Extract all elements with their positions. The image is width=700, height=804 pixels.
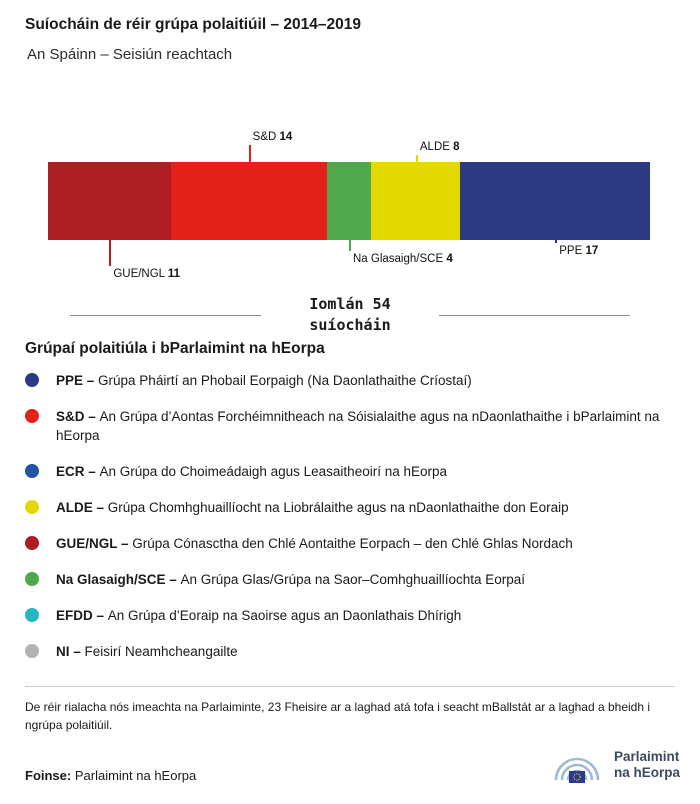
legend-item-text: S&D – An Grúpa d’Aontas Forchéimnitheach na Sóisialaithe agus na nDaonlathaithe i bParlaimint na hEorpa [56, 409, 660, 443]
divider-line [25, 686, 675, 687]
legend-dot-icon [25, 536, 39, 550]
legend-dot-icon [25, 500, 39, 514]
pointer-line [416, 155, 418, 162]
bar-segment-s-d [171, 162, 327, 240]
legend-item-ni [25, 642, 677, 661]
legend-item-text: EFDD – An Grúpa d’Eoraip na Saoirse agus an Daonlathais Dhírigh [56, 608, 462, 623]
pointer-line [555, 240, 557, 243]
source-label: Foinse: [25, 768, 72, 783]
bar-segment-ppe [460, 162, 650, 240]
bar-label-na-glasaigh-sce [349, 240, 453, 267]
legend-item-ppe [25, 371, 677, 390]
pointer-label-text: ALDE 8 [419, 141, 460, 153]
legend-item-ecr [25, 462, 677, 481]
total-seats-label [309, 294, 390, 336]
legend-dot-icon [25, 608, 39, 622]
total-seats-line2: suíocháin [309, 316, 391, 334]
legend-dot-icon [25, 572, 39, 586]
bar-segment-alde [371, 162, 460, 240]
page-subtitle: An Spáinn – Seisiún reachtach [27, 46, 233, 63]
legend-list [25, 371, 677, 678]
pointer-label-text: GUE/NGL 11 [113, 268, 181, 280]
legend-item-text: NI – Feisirí Neamhcheangailte [56, 644, 238, 659]
legend-item-text: Na Glasaigh/SCE – An Grúpa Glas/Grúpa na Saor–Comhghuaillíochta Eorpaí [56, 572, 525, 587]
logo-text [614, 749, 680, 781]
legend-item-text: PPE – Grúpa Pháirtí an Phobail Eorpaigh (Na Daonlathaithe Críostaí) [56, 373, 472, 388]
pointer-label-text: S&D 14 [252, 131, 293, 143]
legend-dot-icon [25, 464, 39, 478]
logo-text-line2: na hEorpa [613, 765, 680, 780]
legend-item-na-glasaigh-sce [25, 570, 677, 589]
source-line [25, 768, 196, 783]
legend-item-alde [25, 498, 677, 517]
legend-dot-icon [25, 409, 39, 423]
bar-label-s-d [249, 129, 293, 162]
legend-item-gue-ngl [25, 534, 677, 553]
logo-text-line1: Parlaimint [613, 749, 680, 764]
bar-segment-na-glasaigh-sce [327, 162, 372, 240]
pointer-label-text: PPE 17 [559, 245, 599, 257]
legend-item-text: ALDE – Grúpa Chomhghuaillíocht na Liobrálaithe agus na nDaonlathaithe don Eoraip [56, 500, 569, 515]
bar-label-ppe [555, 240, 598, 259]
legend-item-s-d [25, 407, 677, 445]
legend-dot-icon [25, 373, 39, 387]
pointer-label-text: Na Glasaigh/SCE 4 [353, 253, 453, 265]
total-rule-right [439, 315, 630, 316]
pointer-line [249, 145, 251, 162]
source-text: Parlaimint na hEorpa [71, 768, 197, 783]
pointer-line [349, 240, 351, 251]
eu-flag [569, 771, 585, 783]
stacked-bar [48, 162, 650, 240]
footnote-text: De réir rialacha nós imeachta na Parlaiminte, 23 Fheisire ar a laghad atá tofa i seacht mBallstát ar a laghad a bheidh i ngrúpa polaitiúil. [25, 700, 651, 732]
page-title: Suíocháin de réir grúpa polaitiúil – 2014–2019 [25, 16, 361, 33]
bar-label-alde [416, 139, 460, 162]
bar-label-gue-ngl [109, 240, 180, 282]
legend-item-text: GUE/NGL – Grúpa Cónasctha den Chlé Aontaithe Eorpach – den Chlé Ghlas Nordach [56, 536, 573, 551]
hemicycle-logo-icon [548, 744, 606, 786]
total-rule-left [70, 315, 261, 316]
stacked-bar-chart [48, 131, 650, 280]
legend-heading: Grúpaí polaitiúla i bParlaimint na hEorpa [25, 340, 325, 357]
total-seats-line1: Iomlán 54 [309, 295, 391, 313]
bar-segment-gue-ngl [48, 162, 171, 240]
total-seats [0, 294, 700, 336]
european-parliament-logo [548, 744, 680, 786]
pointer-line [109, 240, 111, 266]
legend-item-efdd [25, 606, 677, 625]
legend-dot-icon [25, 644, 39, 658]
legend-item-text: ECR – An Grúpa do Choimeádaigh agus Leasaitheoirí na hEorpa [56, 464, 448, 479]
